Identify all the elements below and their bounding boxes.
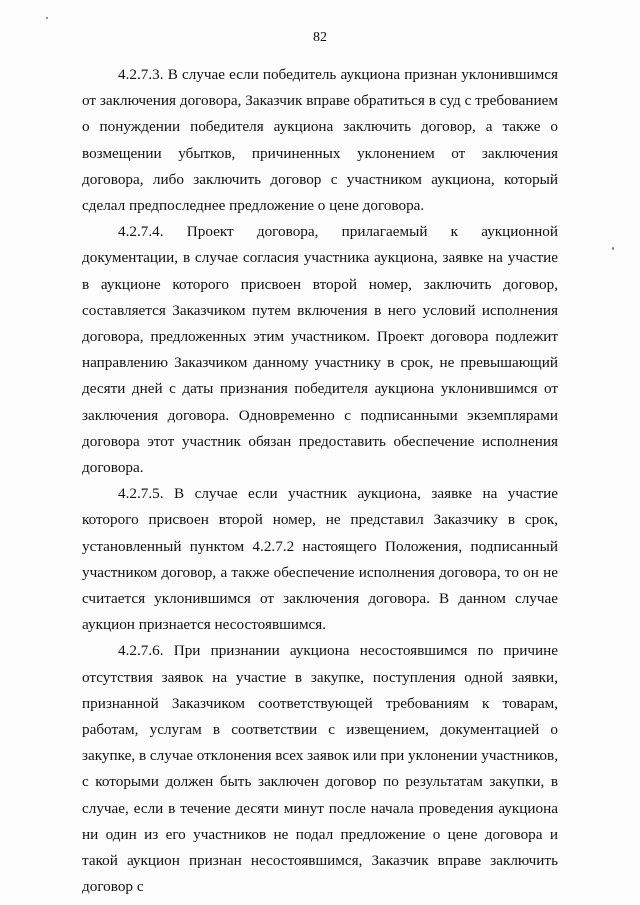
page-number: 82 — [313, 30, 327, 45]
clause-4-2-7-3: 4.2.7.3. В случае если победитель аукциона признан уклонившимся от заключения договора, Заказчик вправе обратиться в суд с требованием о понуждении победителя аукциона заключить договор, а также о возмещении убытков, причиненных уклонением от заключения договора, либо заключить договор с участником аукциона, который сделал предпоследнее предложение о цене договора. — [82, 66, 558, 215]
document-body — [82, 62, 558, 901]
scan-speck — [46, 17, 48, 19]
clause-4-2-7-5: 4.2.7.5. В случае если участник аукциона, заявке на участие которого присвоен второй номер, не представил Заказчику в срок, установленный пунктом 4.2.7.2 настоящего Положения, подписанный участником договор, а также обеспечение исполнения договора, то он не считается уклонившимся от заключения договора. В данном случае аукцион признается несостоявшимся. — [82, 485, 558, 634]
scan-speck — [612, 247, 614, 250]
clause-4-2-7-4: 4.2.7.4. Проект договора, прилагаемый к аукционной документации, в случае согласия участника аукциона, заявке на участие в аукционе которого присвоен второй номер, заключить договор, составляется Заказчиком путем включения в него условий исполнения договора, предложенных этим участником. Проект договора подлежит направлению Заказчиком данному участнику в срок, не превышающий десяти дней с даты признания победителя аукциона уклонившимся от заключения договора. Одновременно с подписанными экземплярами договора этот участник обязан предоставить обеспечение исполнения договора. — [82, 223, 558, 477]
clause-4-2-7-6: 4.2.7.6. При признании аукциона несостоявшимся по причине отсутствия заявок на участие в закупке, поступления одной заявки, признанной Заказчиком соответствующей требованиям к товарам, работам, услугам в соответствии с извещением, документацией о закупке, в случае отклонения всех заявок или при уклонении участников, с которыми должен быть заключен договор по результатам закупки, в случае, если в течение десяти минут после начала проведения аукциона ни один из его участников не подал предложение о цене договора и такой аукцион признан несостоявшимся, Заказчик вправе заключить договор с — [82, 642, 558, 896]
